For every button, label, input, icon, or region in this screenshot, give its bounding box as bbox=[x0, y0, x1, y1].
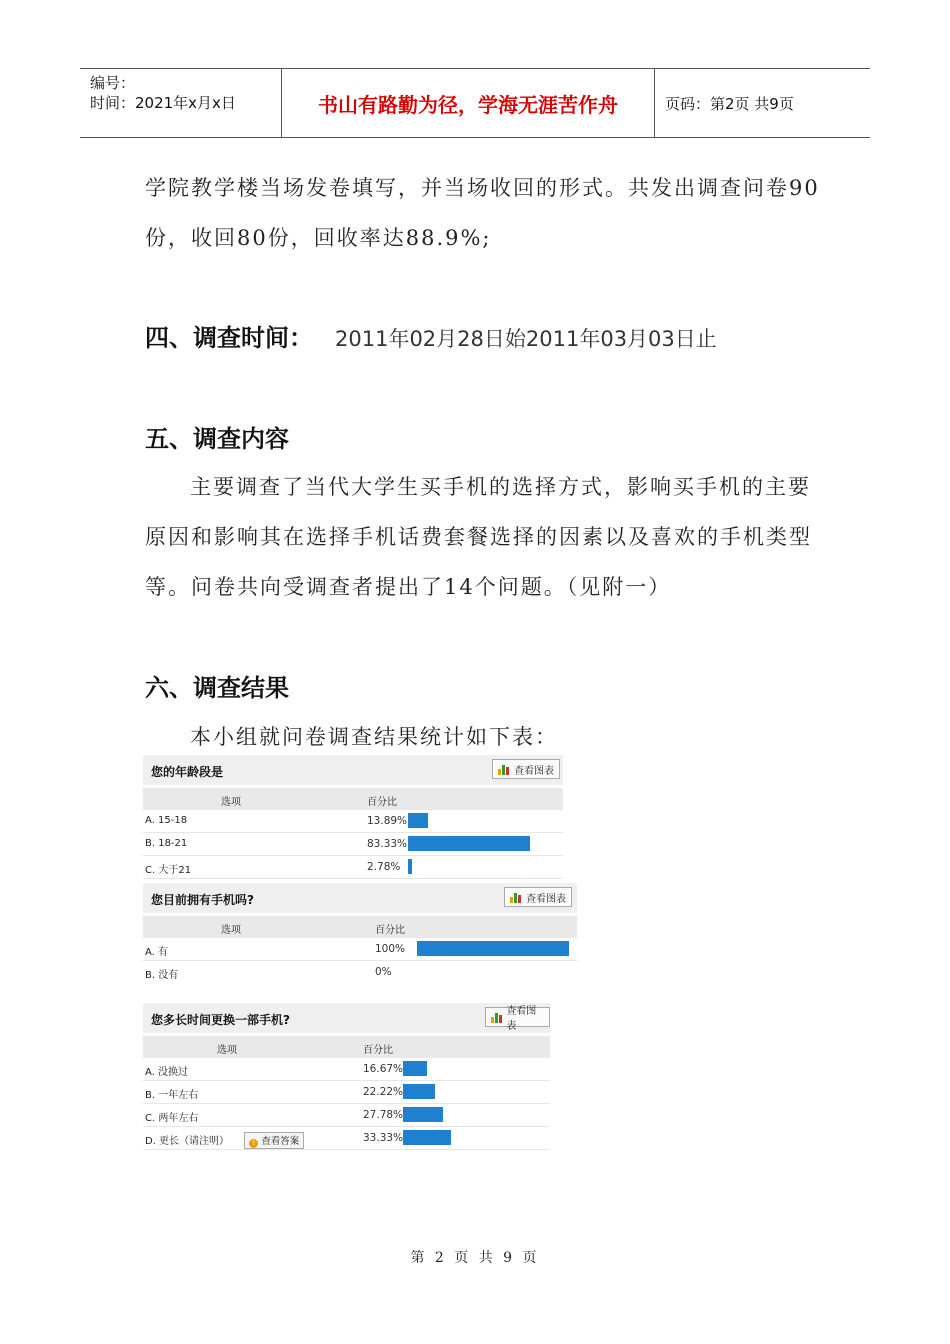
view-answers-label: 查看答案 bbox=[261, 1136, 300, 1147]
column-option: 选项 bbox=[221, 925, 241, 936]
question-title: 您目前拥有手机吗? bbox=[151, 893, 254, 907]
question-title: 您的年龄段是 bbox=[151, 765, 224, 779]
bar-chart-icon bbox=[491, 1011, 502, 1023]
percent-bar bbox=[403, 1084, 435, 1099]
time-label: 时间：2021年x月x日 bbox=[90, 94, 236, 112]
percent-value: 100% bbox=[375, 943, 406, 955]
header-page-info: 页码：第2页 共9页 bbox=[665, 94, 794, 113]
header-divider bbox=[654, 69, 655, 137]
percent-value: 13.89% bbox=[367, 815, 408, 827]
survey-q3 bbox=[143, 1003, 550, 1150]
percent-value: 2.78% bbox=[367, 861, 401, 873]
percent-bar bbox=[403, 1107, 443, 1122]
view-chart-label: 查看图表 bbox=[506, 1006, 537, 1032]
section-6-line-1: 本小组就问卷调查结果统计如下表： bbox=[190, 725, 558, 749]
column-percent: 百分比 bbox=[363, 1045, 393, 1056]
section-4-title: 四、调查时间： bbox=[145, 324, 313, 352]
table-row bbox=[143, 938, 577, 961]
header-meta bbox=[90, 73, 280, 113]
percent-value: 83.33% bbox=[367, 838, 408, 850]
percent-value: 27.78% bbox=[363, 1109, 404, 1121]
bar-chart-icon bbox=[498, 763, 510, 775]
section-6-title: 六、调查结果 bbox=[145, 674, 289, 702]
page-footer: 第 2 页 共 9 页 bbox=[410, 1250, 540, 1266]
table-row bbox=[143, 833, 563, 856]
table-row bbox=[143, 856, 563, 879]
section-4-value: 2011年02月28日始2011年03月03日止 bbox=[335, 327, 717, 351]
bar-chart-icon bbox=[510, 891, 522, 903]
question-header bbox=[143, 883, 577, 913]
question-title: 您多长时间更换一部手机? bbox=[151, 1013, 290, 1027]
column-percent: 百分比 bbox=[367, 797, 397, 808]
table-row bbox=[143, 1058, 550, 1081]
number-label: 编号： bbox=[90, 74, 136, 92]
section-5-line-1: 主要调查了当代大学生买手机的选择方式，影响买手机的主要 bbox=[190, 475, 811, 499]
table-row bbox=[143, 1127, 550, 1150]
view-answers-button[interactable] bbox=[244, 1132, 304, 1149]
percent-bar bbox=[403, 1061, 427, 1076]
section-5-title: 五、调查内容 bbox=[145, 425, 289, 453]
section-4-heading bbox=[145, 318, 717, 353]
section-5-line-3: 等。问卷共向受调查者提出了14个问题。（见附一） bbox=[145, 575, 672, 599]
percent-value: 16.67% bbox=[363, 1063, 404, 1075]
option-label: C. 两年左右 bbox=[145, 1113, 199, 1124]
table-row bbox=[143, 1104, 550, 1127]
option-label: C. 大于21 bbox=[145, 865, 192, 876]
percent-bar bbox=[417, 941, 569, 956]
option-label: A. 有 bbox=[145, 947, 169, 958]
section-5-line-2: 原因和影响其在选择手机话费套餐选择的因素以及喜欢的手机类型 bbox=[145, 525, 812, 549]
option-label: A. 15-18 bbox=[145, 815, 188, 826]
percent-bar bbox=[408, 859, 412, 874]
option-label: B. 没有 bbox=[145, 970, 179, 981]
table-header bbox=[143, 916, 577, 938]
percent-value: 33.33% bbox=[363, 1132, 404, 1144]
paragraph-method-line-2: 份，收回80份，回收率达88.9%; bbox=[145, 226, 492, 250]
table-row bbox=[143, 961, 577, 983]
column-percent: 百分比 bbox=[375, 925, 405, 936]
question-header bbox=[143, 755, 563, 785]
column-option: 选项 bbox=[221, 797, 241, 808]
page-header bbox=[80, 68, 870, 138]
view-chart-button[interactable] bbox=[504, 887, 572, 907]
table-row bbox=[143, 1081, 550, 1104]
option-label: B. 一年左右 bbox=[145, 1090, 199, 1101]
percent-bar bbox=[408, 813, 428, 828]
question-header bbox=[143, 1003, 550, 1033]
table-header bbox=[143, 1036, 550, 1058]
survey-q1 bbox=[143, 755, 563, 879]
survey-q2 bbox=[143, 883, 577, 983]
option-label: D. 更长（请注明） bbox=[145, 1136, 230, 1147]
option-label-with-action bbox=[145, 1132, 304, 1149]
percent-bar bbox=[403, 1130, 451, 1145]
header-motto: 书山有路勤为径，学海无涯苦作舟 bbox=[318, 92, 618, 117]
percent-value: 0% bbox=[375, 966, 392, 978]
view-chart-button[interactable] bbox=[492, 759, 560, 779]
paragraph-method-line-1: 学院教学楼当场发卷填写，并当场收回的形式。共发出调查问卷90 bbox=[145, 176, 820, 200]
table-header bbox=[143, 788, 563, 810]
table-row bbox=[143, 810, 563, 833]
percent-value: 22.22% bbox=[363, 1086, 404, 1098]
view-chart-label: 查看图表 bbox=[526, 893, 566, 905]
info-icon: ! bbox=[249, 1139, 258, 1148]
column-option: 选项 bbox=[217, 1045, 237, 1056]
option-label: B. 18-21 bbox=[145, 838, 188, 849]
view-chart-label: 查看图表 bbox=[514, 765, 554, 777]
view-chart-button[interactable] bbox=[485, 1006, 550, 1032]
percent-bar bbox=[408, 836, 530, 851]
option-label: A. 没换过 bbox=[145, 1067, 189, 1078]
